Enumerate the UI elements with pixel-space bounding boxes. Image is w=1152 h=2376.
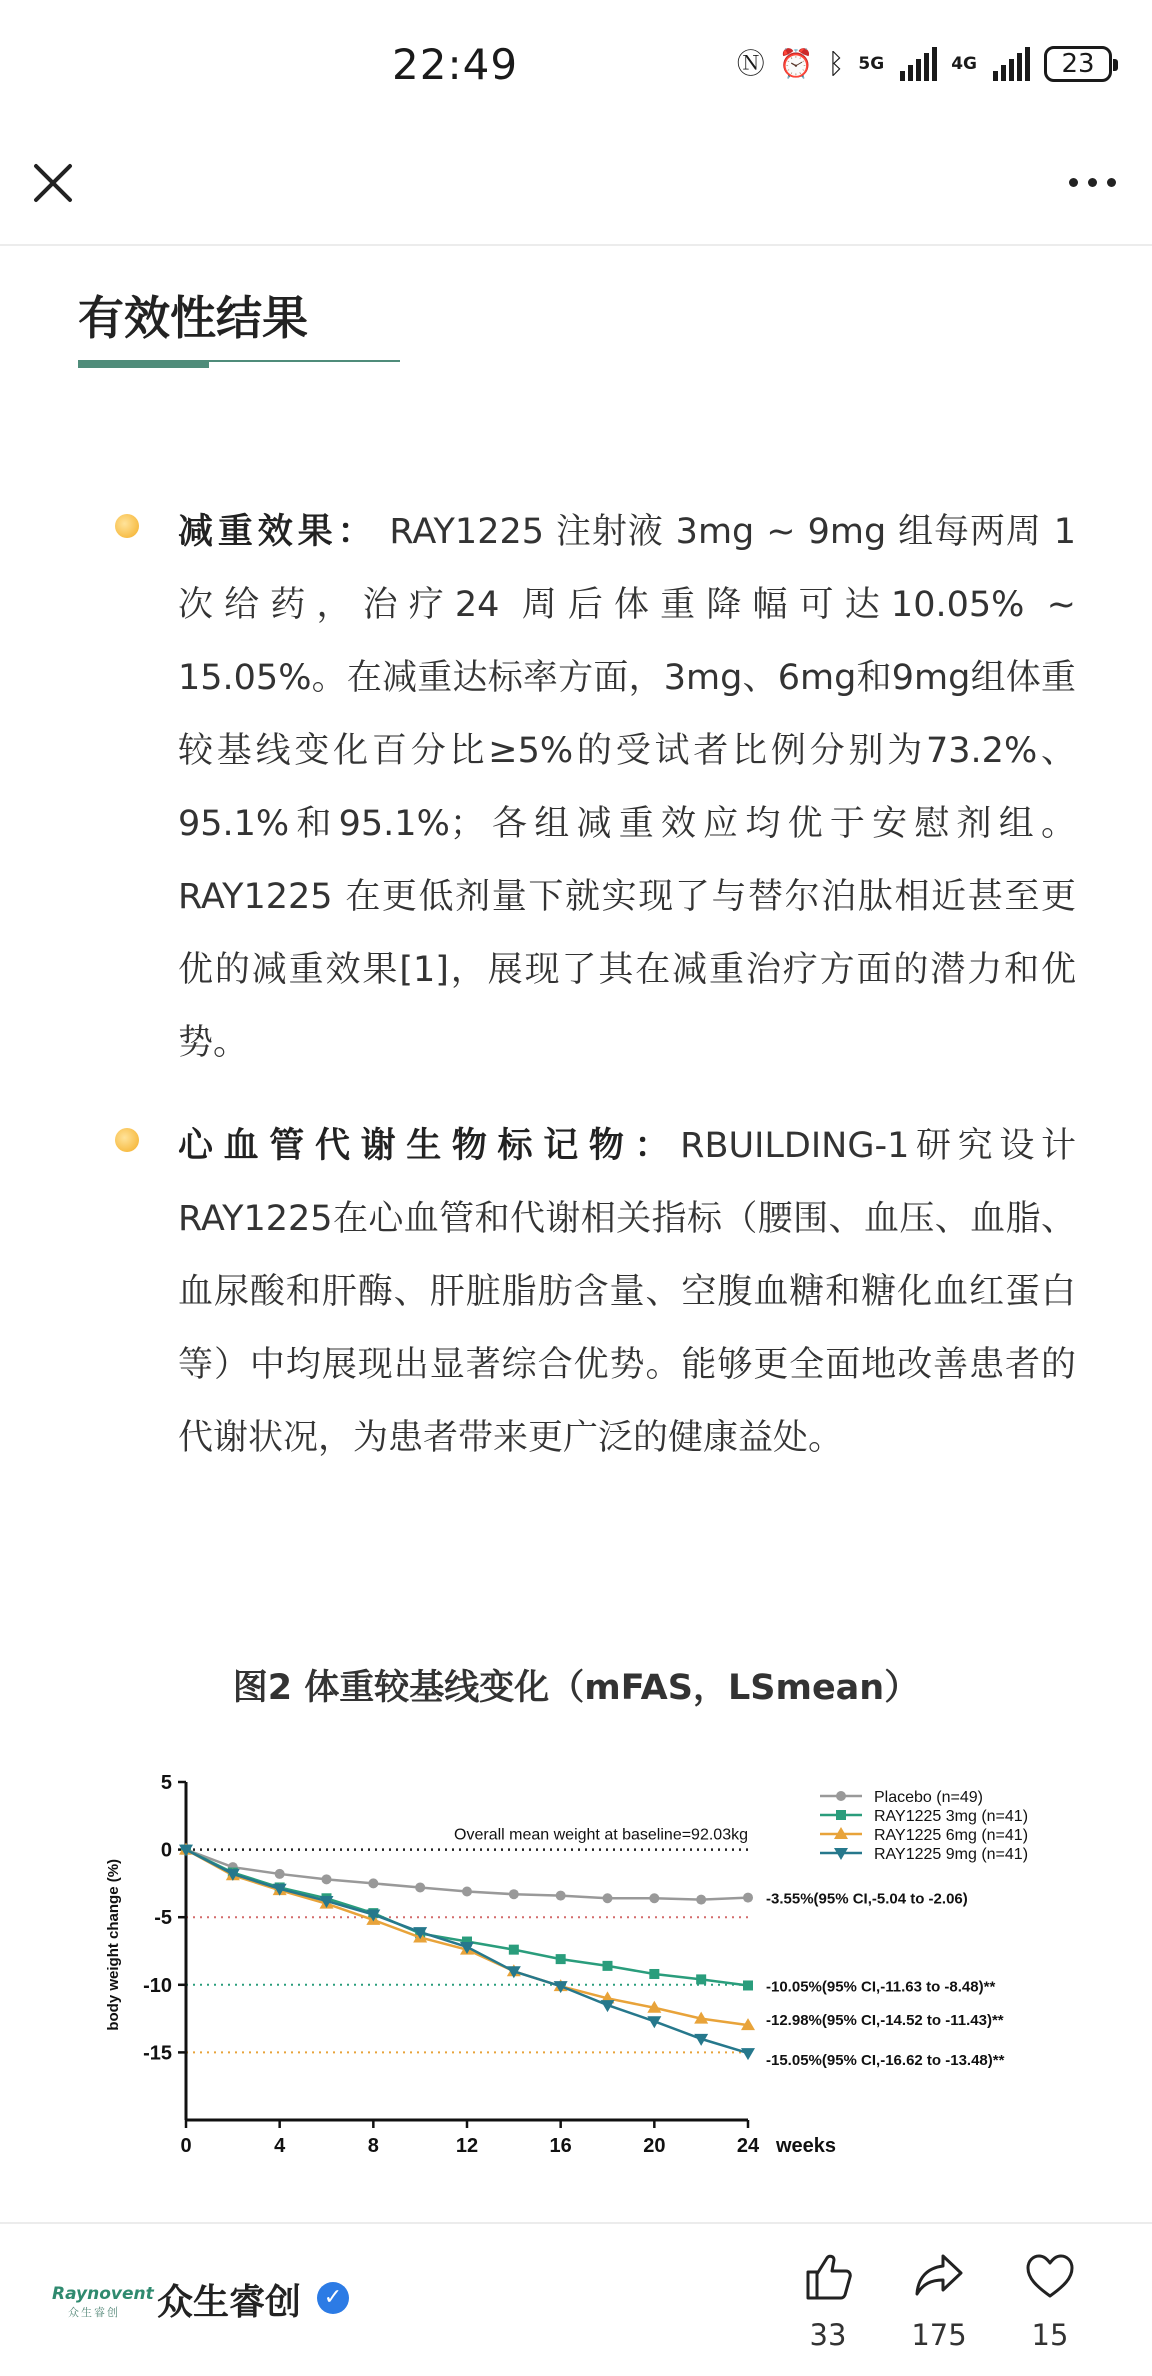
legend-marker <box>836 1810 846 1820</box>
legend-marker <box>836 1791 846 1801</box>
bullet-text: RBUILDING-1研究设计RAY1225在心血管和代谢相关指标（腰围、血压、血脂、血尿酸和肝酶、肝脏脂肪含量、空腹血糖和糖化血红蛋白等）中均展现出显著综合优势。能够更全面地改善患者的代谢状况，为患者带来更广泛的健康益处。 <box>178 1126 1076 1458</box>
like-button[interactable] <box>788 2248 868 2352</box>
y-tick-label: -5 <box>154 1907 172 1930</box>
thumbs-up-icon <box>800 2248 856 2304</box>
weight-change-chart <box>100 1770 1080 2180</box>
x-tick-label: 8 <box>367 2135 379 2157</box>
bullet-cardio-markers <box>178 1110 1076 1475</box>
top-nav <box>0 130 1152 246</box>
network-4g-label: 4G <box>951 54 977 74</box>
data-point <box>509 1945 519 1955</box>
bullet-label: 心血管代谢生物标记物： <box>178 1126 681 1166</box>
battery-icon <box>1044 46 1112 82</box>
alarm-icon: ⏰ <box>778 47 814 80</box>
legend-label: RAY1225 9mg (n=41) <box>874 1846 1029 1863</box>
data-point <box>649 1969 659 1979</box>
data-point <box>743 1893 753 1903</box>
bullet-label: 减重效果： <box>178 512 378 552</box>
favorite-count: 15 <box>1031 2318 1069 2352</box>
legend-label: RAY1225 3mg (n=41) <box>874 1808 1029 1825</box>
data-point <box>603 1961 613 1971</box>
battery-level: 23 <box>1061 49 1095 79</box>
x-tick-label: 16 <box>549 2135 572 2157</box>
share-arrow-icon <box>911 2248 967 2304</box>
data-point <box>556 1954 566 1964</box>
data-point <box>741 2048 755 2060</box>
data-point <box>462 1887 472 1897</box>
x-tick-label: 12 <box>455 2135 479 2157</box>
data-point <box>415 1882 425 1892</box>
series-end-label: -3.55%(95% CI,-5.04 to -2.06) <box>766 1890 968 1908</box>
like-count: 33 <box>809 2318 847 2352</box>
heart-icon <box>1022 2248 1078 2304</box>
y-tick-label: -15 <box>143 2042 172 2065</box>
data-point <box>649 1893 659 1903</box>
series-end-label: -10.05%(95% CI,-11.63 to -8.48)** <box>766 1978 996 1996</box>
legend-label: Placebo (n=49) <box>874 1789 983 1806</box>
bullet-weight-loss <box>178 496 1076 1080</box>
favorite-button[interactable] <box>1010 2248 1090 2352</box>
bullet-text: RAY1225 注射液 3mg ~ 9mg 组每两周 1次给药，治疗24 周后体重降幅可达10.05% ~ 15.05%。在减重达标率方面，3mg、6mg和9mg组体重较基线变化百分比≥5%的受试者比例分别为73.2%、95.1%和95.1%；各组减重效应均优于安慰剂组。RAY1225 在更低剂量下就实现了与替尔泊肽相近甚至更优的减重效果[1]，展现了其在减重治疗方面的潜力和优势。 <box>178 512 1076 1063</box>
signal-4g-icon <box>993 47 1030 81</box>
bullet-dot-icon <box>115 1128 139 1152</box>
more-options-icon[interactable] <box>1069 178 1116 187</box>
verified-badge-icon: ✓ <box>317 2282 349 2314</box>
x-tick-label: 20 <box>643 2135 666 2157</box>
chart-svg <box>100 1770 1080 2180</box>
data-point <box>696 1895 706 1905</box>
data-point <box>368 1878 378 1888</box>
status-time: 22:49 <box>392 40 519 89</box>
legend-label: RAY1225 6mg (n=41) <box>874 1827 1029 1844</box>
account-name[interactable]: 众生睿创 <box>157 2282 302 2323</box>
nfc-icon: Ⓝ <box>736 47 765 80</box>
y-tick-label: -10 <box>143 1974 172 1997</box>
data-point <box>603 1893 613 1903</box>
bullet-dot-icon <box>115 514 139 538</box>
brand-logo[interactable] <box>52 2284 154 2319</box>
x-axis-label: weeks <box>776 2135 837 2157</box>
signal-5g-icon <box>900 47 937 81</box>
figure-title: 图2 体重较基线变化（mFAS，LSmean） <box>232 1668 920 1708</box>
data-point <box>322 1874 332 1884</box>
y-tick-label: 5 <box>160 1772 172 1794</box>
data-point <box>743 1980 753 1990</box>
data-point <box>556 1891 566 1901</box>
title-underline-accent <box>78 360 209 368</box>
data-point <box>696 1974 706 1984</box>
share-button[interactable] <box>899 2248 979 2352</box>
section-title: 有效性结果 <box>78 291 308 345</box>
data-point <box>509 1889 519 1899</box>
close-icon[interactable] <box>30 160 76 206</box>
data-point <box>275 1869 285 1879</box>
brand-logo-sub: 众生睿创 <box>68 2306 120 2319</box>
y-axis-label: body weight change (%) <box>105 1858 122 2031</box>
network-5g-label: 5G <box>858 54 885 74</box>
series-end-label: -15.05%(95% CI,-16.62 to -13.48)** <box>766 2052 1005 2070</box>
x-tick-label: 4 <box>274 2135 286 2157</box>
series-end-label: -12.98%(95% CI,-14.52 to -11.43)** <box>766 2012 1004 2030</box>
bottom-bar <box>0 2222 1152 2376</box>
status-icons <box>737 44 1112 84</box>
y-tick-label: 0 <box>160 1839 172 1862</box>
x-tick-label: 0 <box>180 2135 192 2157</box>
brand-logo-text: Raynovent <box>52 2284 154 2304</box>
status-bar <box>0 0 1152 130</box>
bluetooth-icon: ᛒ <box>827 47 845 80</box>
x-tick-label: 24 <box>736 2135 760 2157</box>
baseline-annotation: Overall mean weight at baseline=92.03kg <box>454 1826 748 1844</box>
share-count: 175 <box>911 2318 967 2352</box>
